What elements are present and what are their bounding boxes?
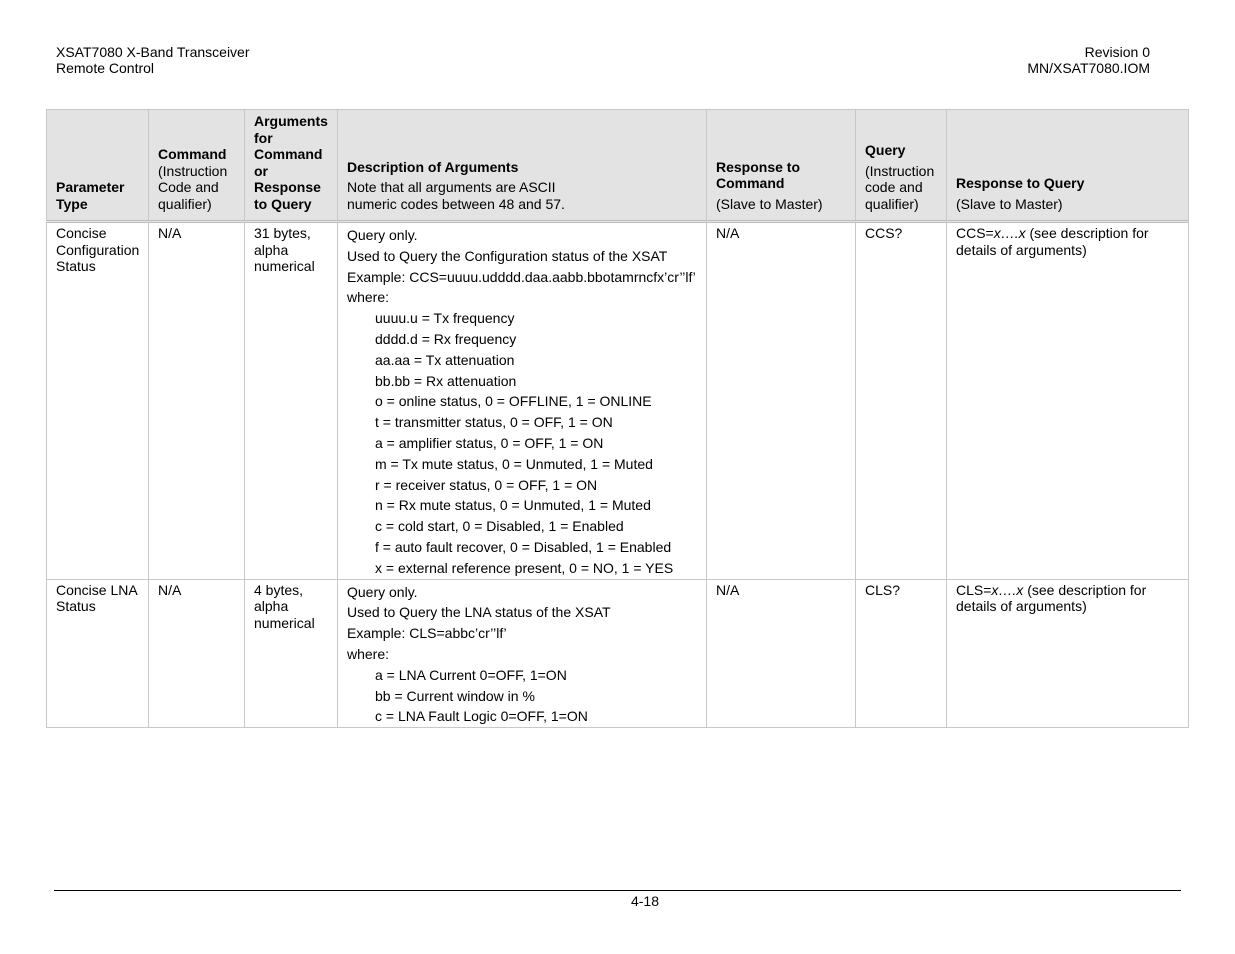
description-line: Used to Query the Configuration status of the XSAT [347,247,668,264]
col-description: Description of Arguments Note that all arguments are ASCII numeric codes between 48 and 57. [338,110,707,222]
argument-definition: o = online status, 0 = OFFLINE, 1 = ONLINE [375,393,652,410]
cell-response-to-query: CLS=x….x (see description for details of arguments) [947,579,1189,728]
argument-definition: c = cold start, 0 = Disabled, 1 = Enabled [375,518,624,535]
col-query: Query (Instruction code and qualifier) [856,110,947,222]
argument-definition: f = auto fault recover, 0 = Disabled, 1 = Enabled [375,538,672,555]
argument-definition: a = amplifier status, 0 = OFF, 1 = ON [375,434,604,451]
description-line: where: [347,289,390,306]
argument-definition: aa.aa = Tx attenuation [375,351,515,368]
document-header-right [1027,44,1150,76]
argument-definition: bb = Current window in % [375,687,535,704]
document-title: XSAT7080 X-Band Transceiver [56,44,250,60]
table-header-row [47,110,1189,222]
argument-definition: c = LNA Fault Logic 0=OFF, 1=ON [375,708,588,725]
cell-arguments: 4 bytes, alpha numerical [245,579,338,728]
variable-placeholder: x….x [991,581,1024,598]
cell-command: N/A [149,579,245,728]
variable-placeholder: x….x [993,225,1026,241]
cell-parameter-type: Concise LNA Status [47,579,149,728]
cell-arguments: 31 bytes, alpha numerical [245,222,338,580]
page-number: 4-18 [630,893,660,909]
description-line: Example: CCS=uuuu.udddd.daa.aabb.bbotamrncfx’cr’’lf’ [347,268,696,285]
cell-description [338,579,707,728]
col-parameter-type: Parameter Type [47,110,149,222]
cell-query: CCS? [856,222,947,580]
argument-definition: m = Tx mute status, 0 = Unmuted, 1 = Muted [375,455,653,472]
revision-label: Revision 0 [1084,44,1150,60]
argument-definition: x = external reference present, 0 = NO, 1 = YES [375,559,674,576]
cell-description [338,222,707,580]
col-arguments: Arguments for Command or Response to Query [245,110,338,222]
cell-response-to-query: CCS=x….x (see description for details of arguments) [947,222,1189,580]
table-row [47,222,1189,580]
argument-definition: n = Rx mute status, 0 = Unmuted, 1 = Muted [375,497,651,514]
argument-definition: dddd.d = Rx frequency [375,330,517,347]
argument-definition: uuuu.u = Tx frequency [375,310,515,327]
cell-parameter-type: Concise Configuration Status [47,222,149,580]
section-title: Remote Control [56,60,155,76]
cell-response-to-command: N/A [707,579,856,728]
cell-command: N/A [149,222,245,580]
footer-divider [54,890,1181,891]
remote-command-table [46,109,1189,728]
argument-definition: t = transmitter status, 0 = OFF, 1 = ON [375,414,613,431]
argument-definition: a = LNA Current 0=OFF, 1=ON [375,666,567,683]
description-line: Used to Query the LNA status of the XSAT [347,604,611,621]
manual-number: MN/XSAT7080.IOM [1027,60,1150,76]
document-header-left [56,44,250,76]
table-row [47,579,1189,728]
description-line: where: [347,645,390,662]
description-line: Query only. [347,227,418,243]
col-response-to-command: Response to Command (Slave to Master) [707,110,856,222]
argument-definition: r = receiver status, 0 = OFF, 1 = ON [375,476,598,493]
description-line: Query only. [347,583,418,600]
col-response-to-query: Response to Query (Slave to Master) [947,110,1189,222]
cell-query: CLS? [856,579,947,728]
argument-definition: bb.bb = Rx attenuation [375,372,517,389]
cell-response-to-command: N/A [707,222,856,580]
description-line: Example: CLS=abbc’cr’’lf’ [347,625,507,642]
col-command: Command (Instruction Code and qualifier) [149,110,245,222]
